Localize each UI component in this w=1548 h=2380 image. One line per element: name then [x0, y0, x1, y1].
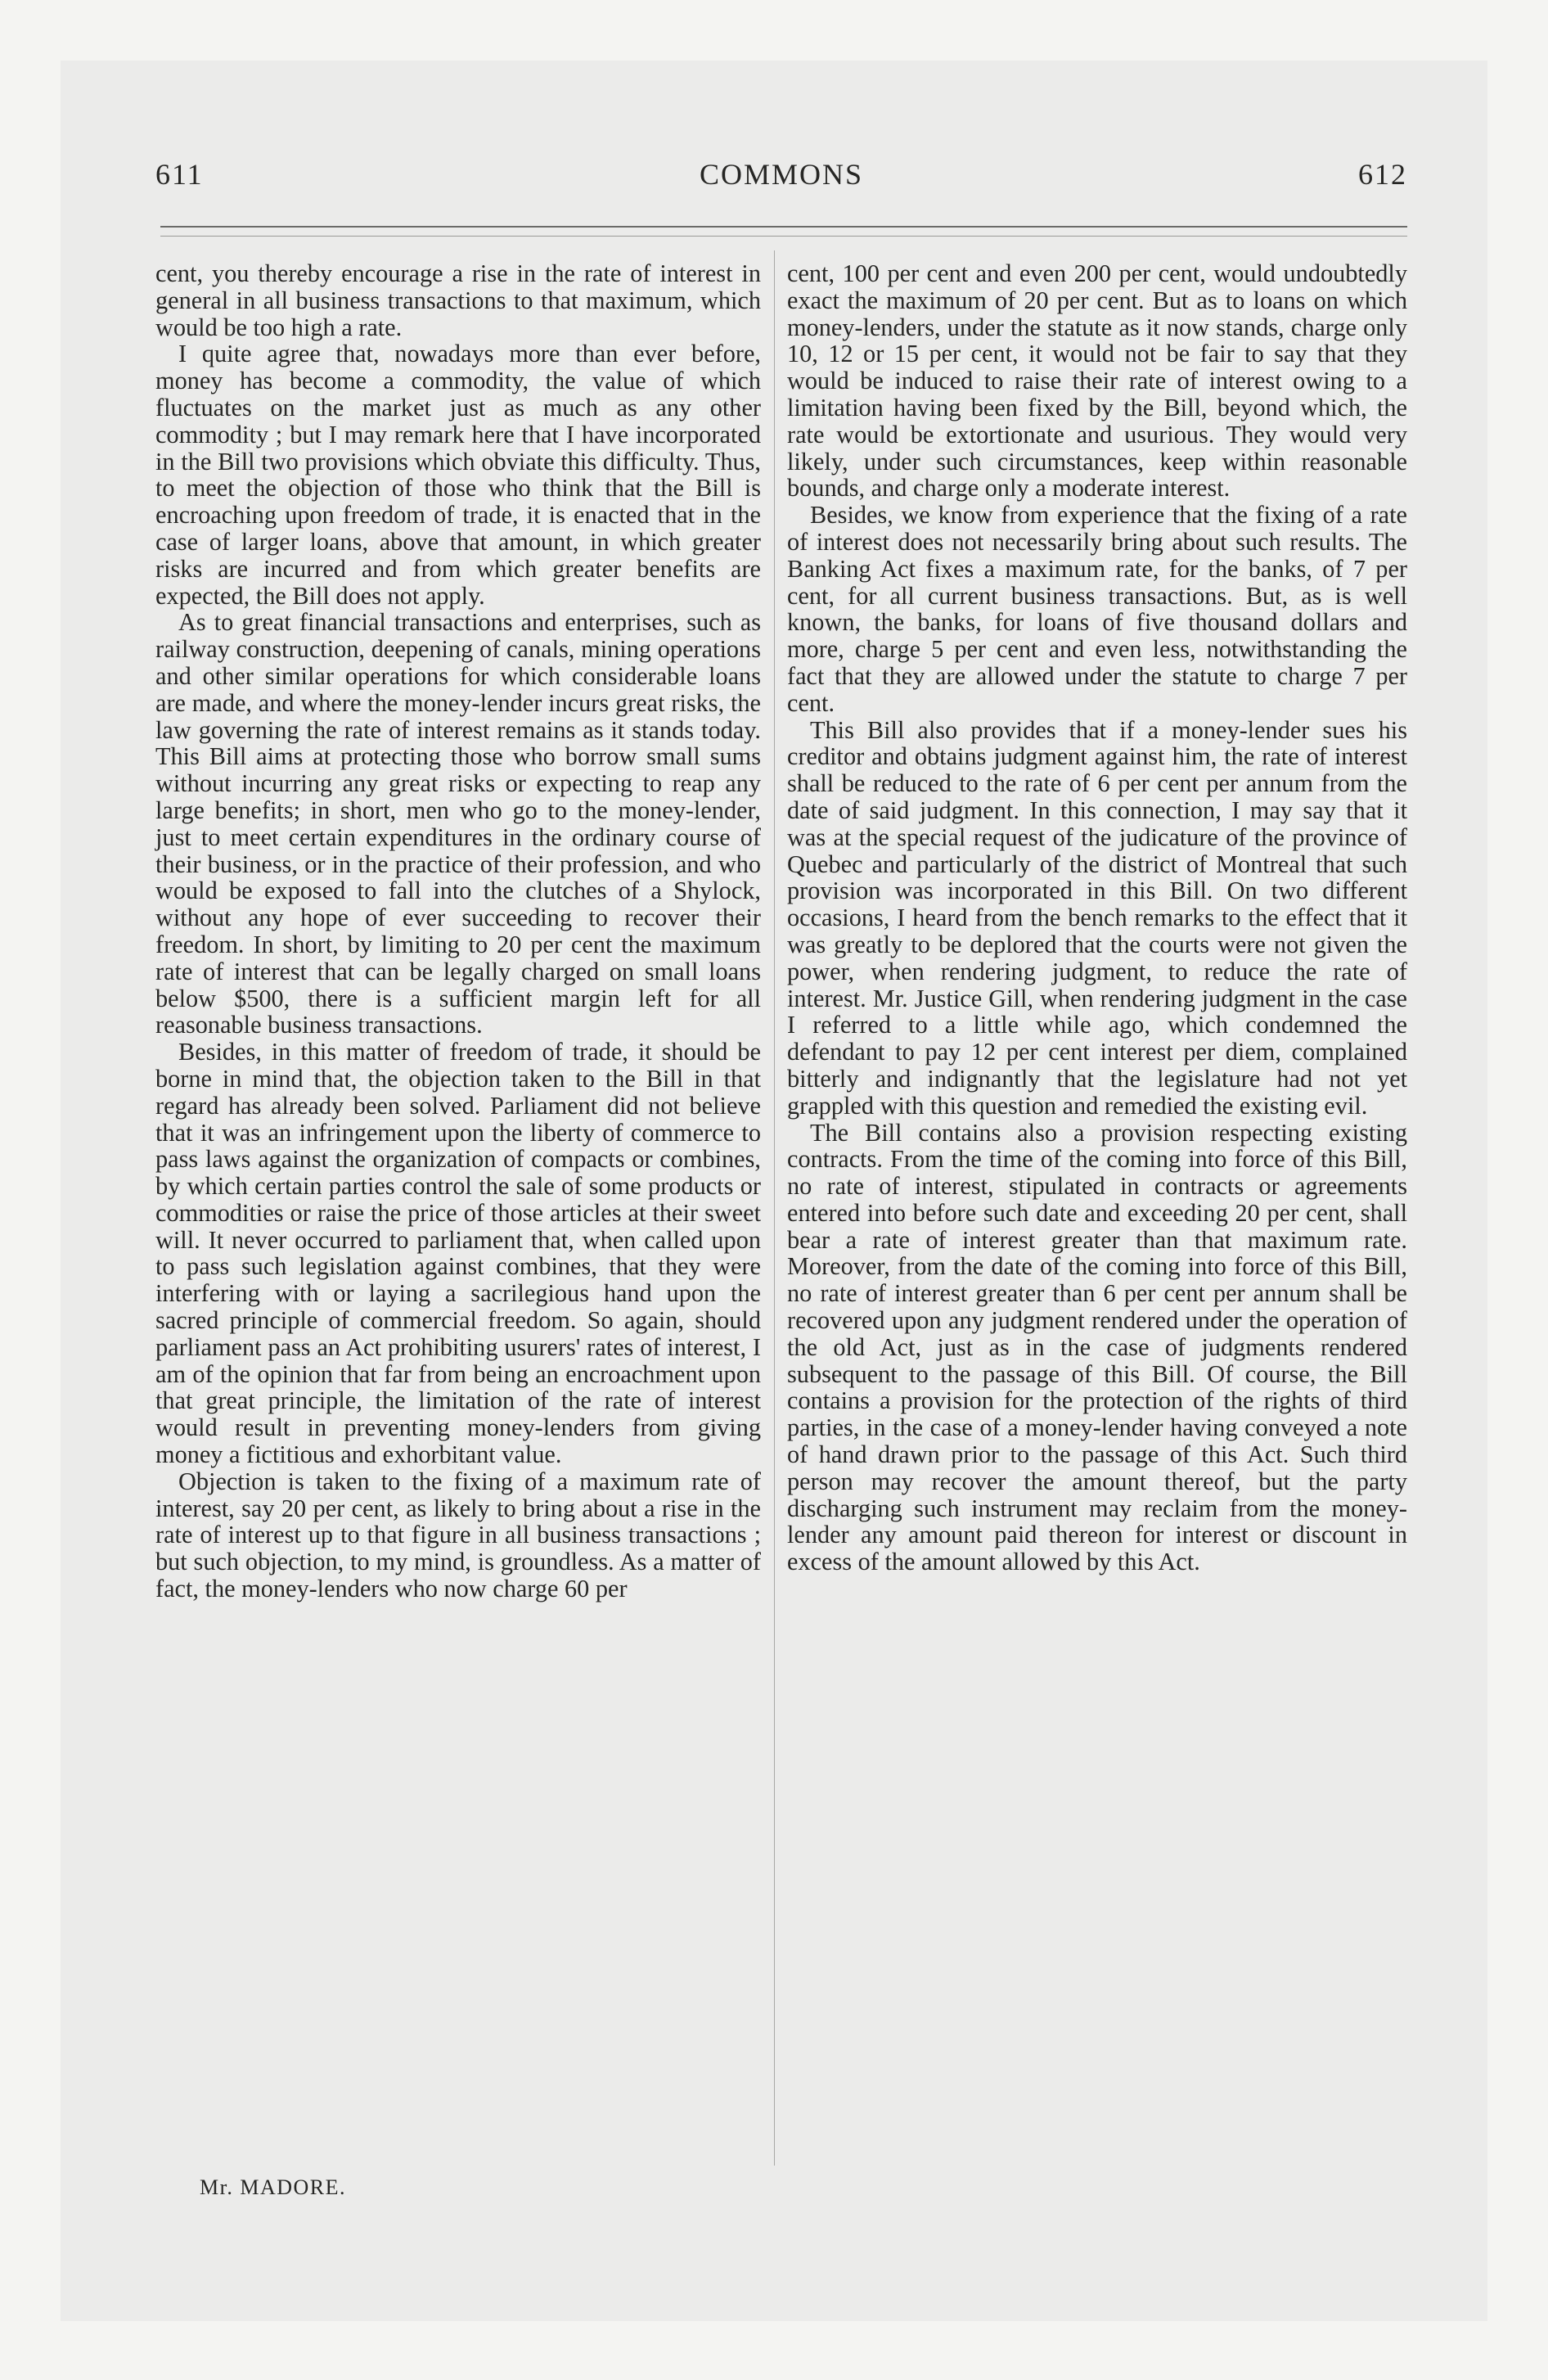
paragraph: As to great financial transactions and enterprises, such as railway construction, deepening of canals, mining operations and other similar operations for which considerable loans are made, and where the money-lender incurs great risks, the law governing the rate of interest remains as it stands today. This Bill aims at protecting those who borrow small sums without incurring any great risks or expecting to reap any large benefits; in short, men who go to the money-lender, just to meet certain expenditures in the ordinary course of their business, or in the practice of their profession, and who would be exposed to fall into the clutches of a Shylock, without any hope of ever succeeding to recover their freedom. In short, by limiting to 20 per cent the maximum rate of interest that can be legally charged on small loans below $500, there is a sufficient margin left for all reasonable business transactions.	[155, 608, 761, 1039]
page-number-left: 611	[155, 158, 204, 191]
header-rule	[160, 226, 1407, 228]
paragraph: The Bill contains also a provision respecting existing contracts. From the time of the coming into force of this Bill, no rate of interest, stipulated in contracts or agreements entered into before such date and exceeding 20 per cent, shall bear a rate of interest greater than that maximum rate. Moreover, from the date of the coming into force of this Bill, no rate of interest greater than 6 per cent per annum shall be recovered upon any judgment rendered under the operation of the old Act, just as in the case of judgments rendered subsequent to the passage of this Bill. Of course, the Bill contains a provision for the protection of the rights of third parties, in the case of a money-lender having conveyed a note of hand drawn prior to the passage of this Act. Such third person may recover the amount thereof, but the party discharging such instrument may reclaim from the money-lender any amount paid thereon for interest or discount in excess of the amount allowed by this Act.	[787, 1118, 1407, 1576]
left-column	[155, 260, 761, 1602]
column-divider	[774, 250, 775, 2166]
paragraph: This Bill also provides that if a money-lender sues his creditor and obtains judgment against him, the rate of interest shall be reduced to the rate of 6 per cent per annum from the date of said judgment. In this connection, I may say that it was at the special request of the judicature of the province of Quebec and particularly of the district of Montreal that such provision was incorporated in this Bill. On two different occasions, I heard from the bench remarks to the effect that it was greatly to be deplored that the courts were not given the power, when rendering judgment, to reduce the rate of interest. Mr. Justice Gill, when rendering judgment in the case I referred to a little while ago, which condemned the defendant to pay 12 per cent interest per diem, complained bitterly and indignantly that the legislature had not yet grappled with this question and remedied the existing evil.	[787, 715, 1407, 1120]
paragraph: Objection is taken to the fixing of a maximum rate of interest, say 20 per cent, as likely to bring about a rise in the rate of interest up to that figure in all business transactions ; but such objection, to my mind, is groundless. As a matter of fact, the money-lenders who now charge 60 per	[155, 1467, 761, 1603]
speaker-name: Mr. MADORE.	[200, 2175, 347, 2199]
page-header	[155, 157, 1407, 198]
page-number-right: 612	[1358, 158, 1407, 191]
header-rule-thin	[160, 236, 1407, 237]
running-title: COMMONS	[699, 158, 864, 191]
paragraph: I quite agree that, nowadays more than ever before, money has become a commodity, the value of which fluctuates on the market just as much as any other commodity ; but I may remark here that I have incorporated in the Bill two provisions which obviate this difficulty. Thus, to meet the objection of those who think that the Bill is encroaching upon freedom of trade, it is enacted that in the case of larger loans, above that amount, in which greater risks are incurred and from which greater benefits are expected, the Bill does not apply.	[155, 340, 761, 610]
paragraph: cent, 100 per cent and even 200 per cent, would undoubtedly exact the maximum of 20 per cent. But as to loans on which money-lenders, under the statute as it now stands, charge only 10, 12 or 15 per cent, it would not be fair to say that they would be induced to raise their rate of interest owing to a limitation having been fixed by the Bill, beyond which, the rate would be extortionate and usurious. They would very likely, under such circumstances, keep within reasonable bounds, and charge only a moderate interest.	[787, 259, 1407, 503]
paragraph: cent, you thereby encourage a rise in the rate of interest in general in all business transactions to that maximum, which would be too high a rate.	[155, 259, 761, 341]
right-column	[787, 260, 1407, 1575]
paragraph: Besides, in this matter of freedom of trade, it should be borne in mind that, the objection taken to the Bill in that regard has already been solved. Parliament did not believe that it was an infringement upon the liberty of commerce to pass laws against the organization of compacts or combines, by which certain parties control the sale of some products or commodities or raise the price of those articles at their sweet will. It never occurred to parliament that, when called upon to pass such legislation against combines, that they were interfering with or laying a sacrilegious hand upon the sacred principle of commercial freedom. So again, should parliament pass an Act prohibiting usurers' rates of interest, I am of the opinion that far from being an encroachment upon that great principle, the limitation of the rate of interest would result in preventing money-lenders from giving money a fictitious and exhorbitant value.	[155, 1038, 761, 1469]
paragraph: Besides, we know from experience that the fixing of a rate of interest does not necessarily bring about such results. The Banking Act fixes a maximum rate, for the banks, of 7 per cent, for all current business transactions. But, as is well known, the banks, for loans of five thousand dollars and more, charge 5 per cent and even less, notwithstanding the fact that they are allowed under the statute to charge 7 per cent.	[787, 501, 1407, 717]
